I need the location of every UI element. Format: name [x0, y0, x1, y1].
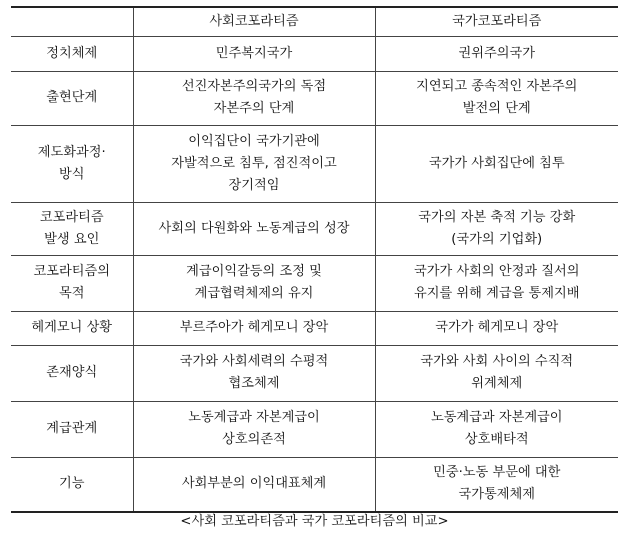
row-label	[11, 401, 133, 457]
row-label	[11, 125, 133, 202]
cell-line: 장기적임	[228, 177, 280, 193]
social-corporatism-cell	[133, 311, 375, 345]
table-row	[11, 401, 618, 457]
header-corner-cell	[11, 7, 133, 36]
state-corporatism-cell	[375, 311, 618, 345]
cell-line: 국가가 사회집단에 침투	[428, 155, 565, 171]
social-corporatism-cell	[133, 71, 375, 125]
row-label	[11, 311, 133, 345]
social-corporatism-cell	[133, 202, 375, 255]
cell-line: 발전의 단계	[462, 101, 531, 116]
cell-line: 국가가 사회의 안정과 질서의	[414, 264, 580, 279]
cell-line: 상호의존적	[222, 432, 286, 447]
cell-line: 사회부분의 이익대표체계	[181, 476, 327, 492]
cell-line: 노동계급과 자본계급이	[188, 410, 320, 425]
social-corporatism-cell	[133, 457, 375, 512]
header-social-corporatism: 사회코포라티즘	[133, 7, 375, 36]
cell-line: 국가통제체제	[458, 487, 535, 503]
table-row	[11, 36, 618, 71]
table-caption: <사회 코포라티즘과 국가 코포라티즘의 비교>	[180, 514, 449, 529]
table-row	[11, 71, 618, 125]
table-row	[11, 255, 618, 311]
row-label	[11, 202, 133, 255]
cell-line: 자본주의 단계	[213, 101, 295, 116]
row-label	[11, 255, 133, 311]
cell-line: 민중·노동 부문에 대한	[433, 465, 561, 481]
row-label	[11, 457, 133, 512]
table-row	[11, 457, 618, 512]
cell-line: 협조체제	[228, 376, 280, 391]
cell-line: 지연되고 종속적인 자본주의	[416, 79, 578, 94]
row-label	[11, 36, 133, 71]
social-corporatism-cell	[133, 255, 375, 311]
cell-line: 국가의 자본 축적 기능 강화	[418, 209, 576, 225]
cell-line: 상호배타적	[464, 432, 529, 447]
cell-line: 국가와 사회 사이의 수직적	[420, 354, 574, 369]
social-corporatism-cell	[133, 125, 375, 202]
table-row	[11, 202, 618, 255]
cell-line: 부르주아가 헤게모니 장악	[179, 320, 329, 335]
cell-line: 위계체제	[471, 376, 523, 391]
row-label	[11, 71, 133, 125]
row-label-line: 발생 요인	[44, 231, 100, 247]
row-label-line: 코포라티즘의	[33, 264, 110, 279]
social-corporatism-cell	[133, 345, 375, 401]
table-row	[11, 311, 618, 345]
row-label-line: 출현단계	[46, 90, 98, 105]
state-corporatism-cell	[375, 125, 618, 202]
cell-line: 국가가 헤게모니 장악	[435, 320, 559, 335]
row-label-line: 목적	[59, 286, 85, 301]
cell-line: 선진자본주의국가의 독점	[181, 79, 327, 94]
cell-line: 권위주의국가	[458, 45, 535, 61]
cell-line: 계급협력체제의 유지	[194, 286, 314, 301]
table-row	[11, 345, 618, 401]
header-state-corporatism: 국가코포라티즘	[375, 7, 618, 36]
state-corporatism-cell	[375, 71, 618, 125]
cell-line: 민주복지국가	[215, 45, 293, 61]
row-label	[11, 345, 133, 401]
social-corporatism-cell	[133, 36, 375, 71]
row-label-line: 계급관계	[46, 421, 98, 436]
cell-line: 계급이익갈등의 조정 및	[186, 264, 322, 279]
cell-line: 사회의 다원화와 노동계급의 성장	[158, 220, 350, 236]
row-label-line: 방식	[59, 166, 85, 182]
cell-line: 노동계급과 자본계급이	[430, 410, 563, 425]
row-label-line: 헤게모니 상황	[31, 320, 113, 335]
social-corporatism-cell	[133, 401, 375, 457]
state-corporatism-cell	[375, 401, 618, 457]
table-header-row	[11, 7, 618, 36]
row-label-line: 기능	[59, 476, 85, 492]
cell-line: 국가와 사회세력의 수평적	[179, 354, 329, 369]
comparison-table	[11, 6, 618, 513]
state-corporatism-cell	[375, 36, 618, 71]
row-label-line: 정치체제	[46, 45, 98, 61]
state-corporatism-cell	[375, 255, 618, 311]
state-corporatism-cell	[375, 345, 618, 401]
cell-line: 이익집단이 국가기관에	[188, 133, 320, 149]
cell-line: 유지를 위해 계급을 통제지배	[414, 286, 580, 301]
table-row	[11, 125, 618, 202]
state-corporatism-cell	[375, 457, 618, 512]
cell-line: (국가의 기업화)	[451, 231, 543, 247]
row-label-line: 제도화과정·	[37, 144, 106, 160]
state-corporatism-cell	[375, 202, 618, 255]
cell-line: 자발적으로 침투, 점진적이고	[171, 155, 337, 171]
row-label-line: 존재양식	[46, 365, 98, 380]
row-label-line: 코포라티즘	[39, 209, 104, 225]
